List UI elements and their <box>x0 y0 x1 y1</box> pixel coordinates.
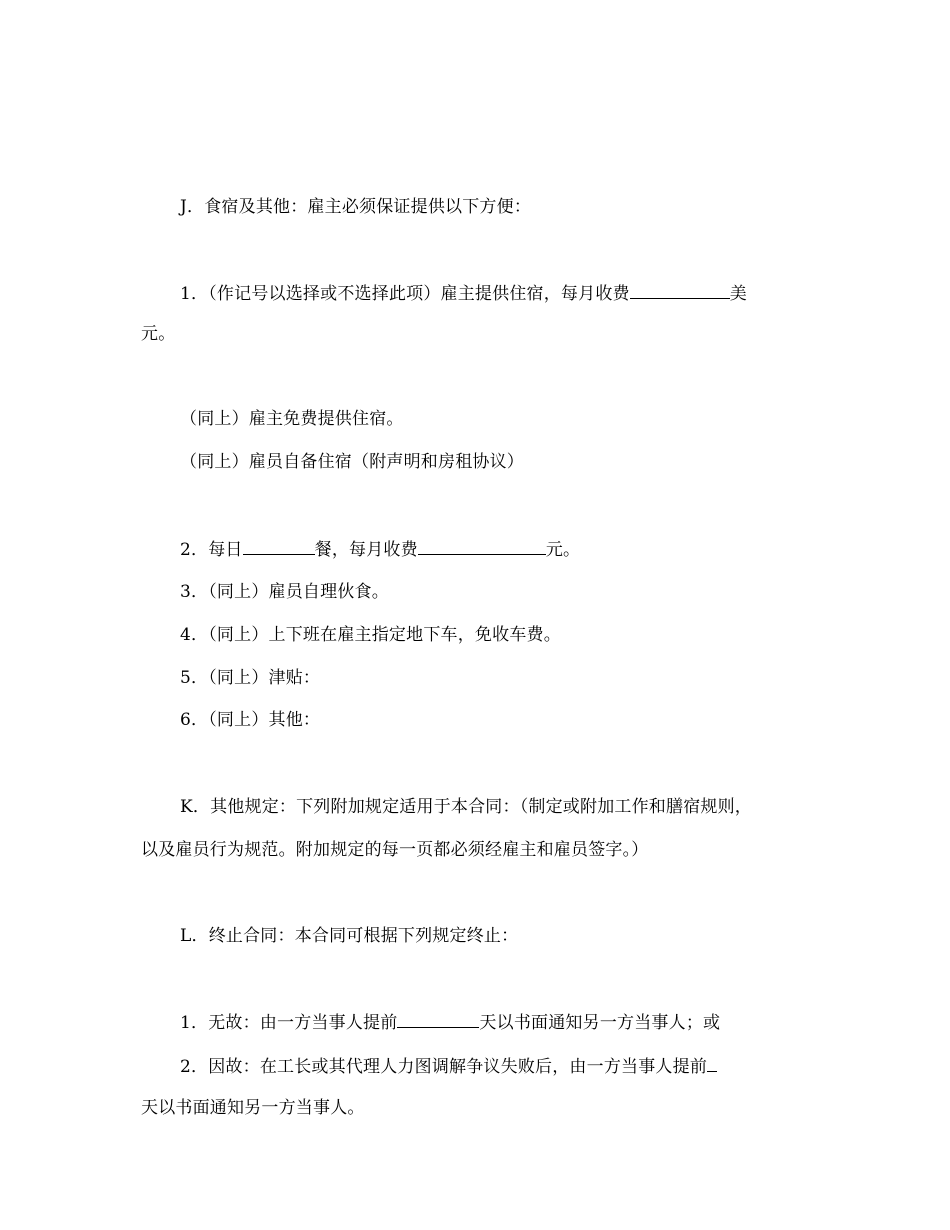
fill-in-blank <box>418 538 546 555</box>
fill-in-blank <box>630 282 730 299</box>
section-j-item-3: 3．（同上）雇员自理伙食。 <box>180 582 389 602</box>
fill-in-blank <box>707 1055 717 1072</box>
section-j-option-free-lodging: （同上）雇主免费提供住宿。 <box>180 409 404 429</box>
section-j-item-4: 4．（同上）上下班在雇主指定地下车，免收车费。 <box>180 625 561 645</box>
section-k-line-1: K．其他规定：下列附加规定适用于本合同：（制定或附加工作和膳宿规则， <box>180 797 752 817</box>
section-l-item-1: 1．无故：由一方当事人提前 天以书面通知另一方当事人；或 <box>180 1013 721 1033</box>
section-l-heading: L．终止合同：本合同可根据下列规定终止： <box>180 926 519 946</box>
fill-in-blank <box>397 1011 479 1028</box>
section-j-item-2: 2．每日 餐，每月收费 元。 <box>180 540 581 560</box>
section-j-item-1-continued: 元。 <box>141 324 176 344</box>
section-j-option-self-lodging: （同上）雇员自备住宿（附声明和房租协议） <box>180 452 524 472</box>
section-j-item-6: 6．（同上）其他： <box>180 710 321 730</box>
section-j-heading: J．食宿及其他：雇主必须保证提供以下方便： <box>180 197 532 217</box>
section-j-item-1: 1．（作记号以选择或不选择此项）雇主提供住宿，每月收费 美 <box>180 284 747 304</box>
section-l-item-2-continued: 天以书面通知另一方当事人。 <box>141 1098 365 1118</box>
section-j-item-5: 5．（同上）津贴： <box>180 668 321 688</box>
section-l-item-2: 2．因故：在工长或其代理人力图调解争议失败后，由一方当事人提前 <box>180 1055 717 1078</box>
section-k-line-2: 以及雇员行为规范。附加规定的每一页都必须经雇主和雇员签字。） <box>141 840 649 860</box>
fill-in-blank <box>243 538 315 555</box>
